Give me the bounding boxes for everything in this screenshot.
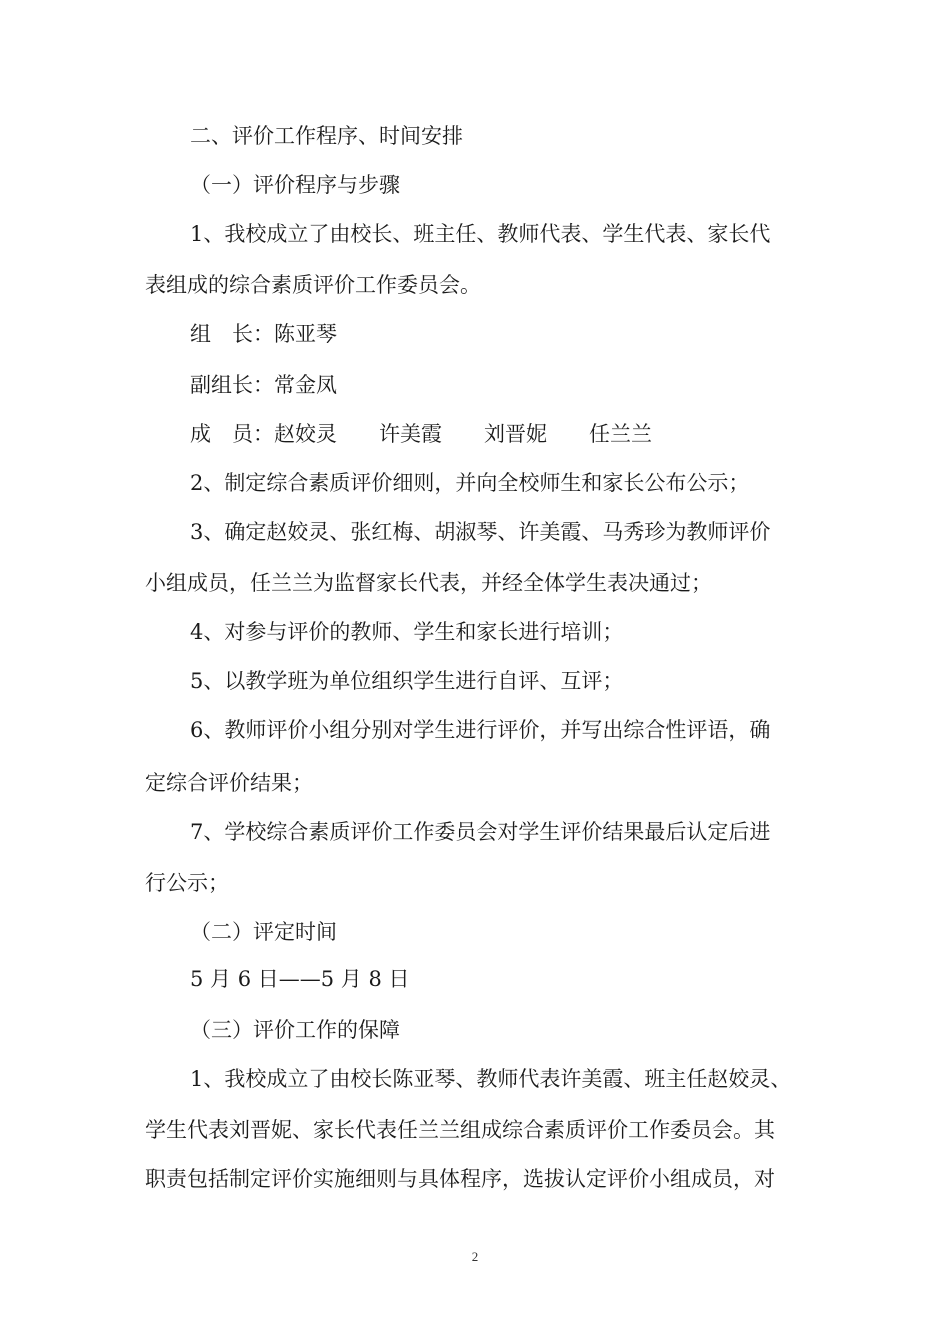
paragraph-line: 表组成的综合素质评价工作委员会。 <box>145 273 481 297</box>
paragraph-line: 1、我校成立了由校长陈亚琴、教师代表许美霞、班主任赵姣灵、 <box>190 1067 792 1091</box>
subsection-heading: （二）评定时间 <box>190 920 337 944</box>
committee-members-line: 成 员：赵姣灵 许美霞 刘晋妮 任兰兰 <box>190 422 652 446</box>
committee-deputy-line: 副组长：常金凤 <box>190 373 337 397</box>
subsection-heading: （一）评价程序与步骤 <box>190 173 400 197</box>
paragraph-line: 行公示； <box>145 871 229 895</box>
section-heading: 二、评价工作程序、时间安排 <box>190 124 463 148</box>
paragraph-line: 职责包括制定评价实施细则与具体程序，选拔认定评价小组成员，对 <box>145 1167 775 1191</box>
committee-leader-line: 组 长：陈亚琴 <box>190 322 337 346</box>
paragraph-line: 1、我校成立了由校长、班主任、教师代表、学生代表、家长代 <box>190 222 771 246</box>
paragraph-line: 5、以教学班为单位组织学生进行自评、互评； <box>190 669 624 693</box>
paragraph-line: 学生代表刘晋妮、家长代表任兰兰组成综合素质评价工作委员会。其 <box>145 1118 775 1142</box>
paragraph-line: 4、对参与评价的教师、学生和家长进行培训； <box>190 620 624 644</box>
paragraph-line: 6、教师评价小组分别对学生进行评价，并写出综合性评语，确 <box>190 718 771 742</box>
page-number: 2 <box>471 1249 479 1264</box>
paragraph-line: 3、确定赵姣灵、张红梅、胡淑琴、许美霞、马秀珍为教师评价 <box>190 520 771 544</box>
subsection-heading: （三）评价工作的保障 <box>190 1018 400 1042</box>
paragraph-line: 小组成员，任兰兰为监督家长代表，并经全体学生表决通过； <box>145 571 712 595</box>
date-range-line: 5 月 6 日——5 月 8 日 <box>190 967 410 991</box>
paragraph-line: 2、制定综合素质评价细则，并向全校师生和家长公布公示； <box>190 471 750 495</box>
paragraph-line: 定综合评价结果； <box>145 771 313 795</box>
paragraph-line: 7、学校综合素质评价工作委员会对学生评价结果最后认定后进 <box>190 820 771 844</box>
